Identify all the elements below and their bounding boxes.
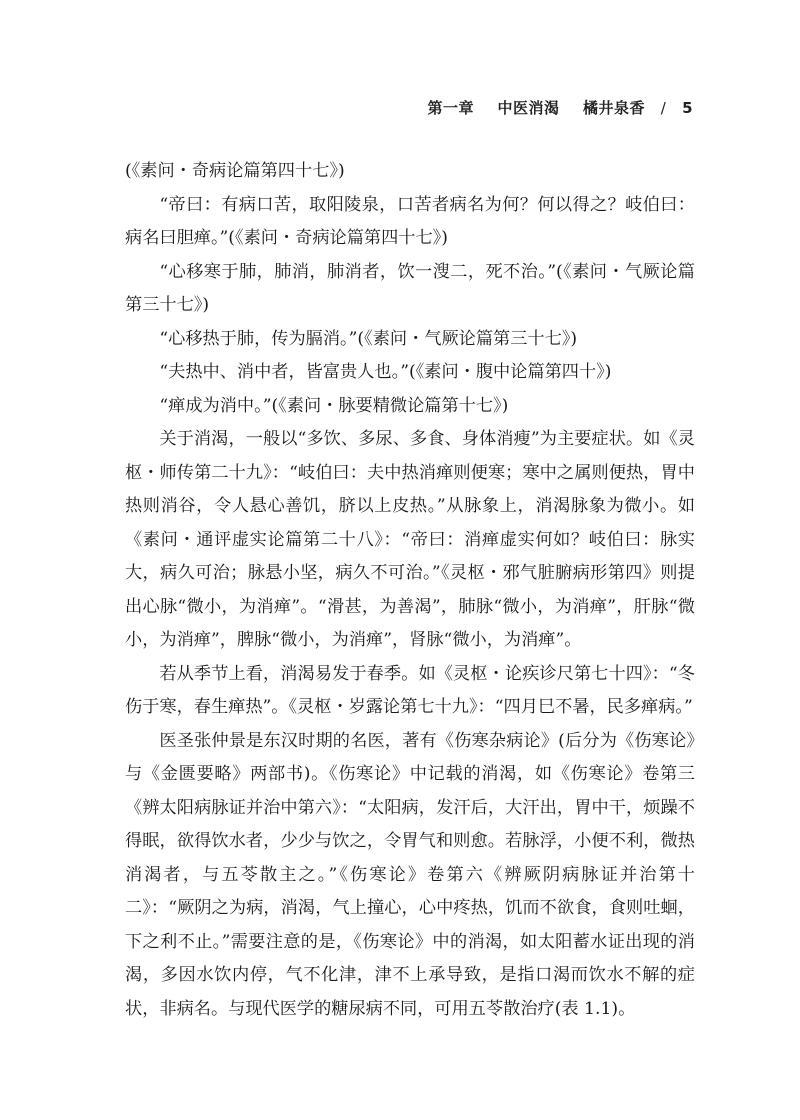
paragraph-4: “心移热于肺，传为膈消。”(《素问・气厥论篇第三十七》) [159, 328, 578, 349]
header-separator: / [660, 99, 667, 117]
paragraph-7: 关于消渴，一般以“多饮、多尿、多食、身体消瘦”为主要症状。如《灵枢・师传第二十九》：“岐伯曰：夫中热消瘅则便寒；寒中之属则便热，胃中热则消谷，令人悬心善饥，脐以上皮热。”从脉象上，消渴脉象为微小。如《素问・通评虚实论篇第二十八》：“帝曰：消瘅虚实何如？岐伯曰：脉实大，病久可治；脉悬小坚，病久不可治。”《灵枢・邪气脏腑病形第四》则提出心脉“微小，为消瘅”。“滑甚，为善渴”，肺脉“微小，为消瘅”，肝脉“微小，为消瘅”，脾脉“微小，为消瘅”，肾脉“微小，为消瘅”。 [125, 429, 695, 650]
chapter-number: 第一章 [427, 99, 475, 117]
paragraph-8: 若从季节上看，消渴易发于春季。如《灵枢・论疾诊尺第七十四》：“冬伤于寒，春生瘅热”。《灵枢・岁露论第七十九》：“四月巳不暑，民多瘅病。” [125, 663, 695, 717]
paragraph-5: “夫热中、消中者，皆富贵人也。”(《素问・腹中论篇第四十》) [159, 362, 612, 382]
paragraph-9: 医圣张仲景是东汉时期的名医，著有《伤寒杂病论》(后分为《伤寒论》与《金匮要略》两部书)。《伤寒论》中记载的消渴，如《伤寒论》卷第三《辨太阳病脉证并治中第六》：“太阳病，发汗后，大汗出，胃中干，烦躁不得眠，欲得饮水者，少少与饮之，令胃气和则愈。若脉浮，小便不利，微热消渴者，与五苓散主之。”《伤寒论》卷第六《辨厥阴病脉证并治第十二》：“厥阴之为病，消渴，气上撞心，心中疼热，饥而不欲食，食则吐蛔，下之利不止。”需要注意的是，《伤寒论》中的消渴，如太阳蓄水证出现的消渴，多因水饮内停，气不化津，津不上承导致，是指口渴而饮水不解的症状，非病名。与现代医学的糖尿病不同，可用五苓散治疗(表 1.1)。 [125, 730, 695, 1019]
paragraph-3: “心移寒于肺，肺消，肺消者，饮一溲二，死不治。”(《素问・气厥论篇第三十七》) [125, 261, 695, 315]
paragraph-2: “帝曰：有病口苦，取阳陵泉，口苦者病名为何？何以得之？岐伯曰：病名曰胆瘅。”(《素问・奇病论篇第四十七》) [125, 194, 695, 248]
paragraph-6: “瘅成为消中。”(《素问・脉要精微论篇第十七》) [159, 395, 509, 416]
paragraph-1: (《素问・奇病论篇第四十七》) [125, 161, 345, 181]
chapter-title: 中医消渴 [497, 99, 560, 117]
page-number: 5 [682, 99, 693, 117]
page-body [125, 155, 695, 1026]
book-author: 橘井泉香 [583, 99, 646, 117]
running-header [428, 97, 693, 118]
